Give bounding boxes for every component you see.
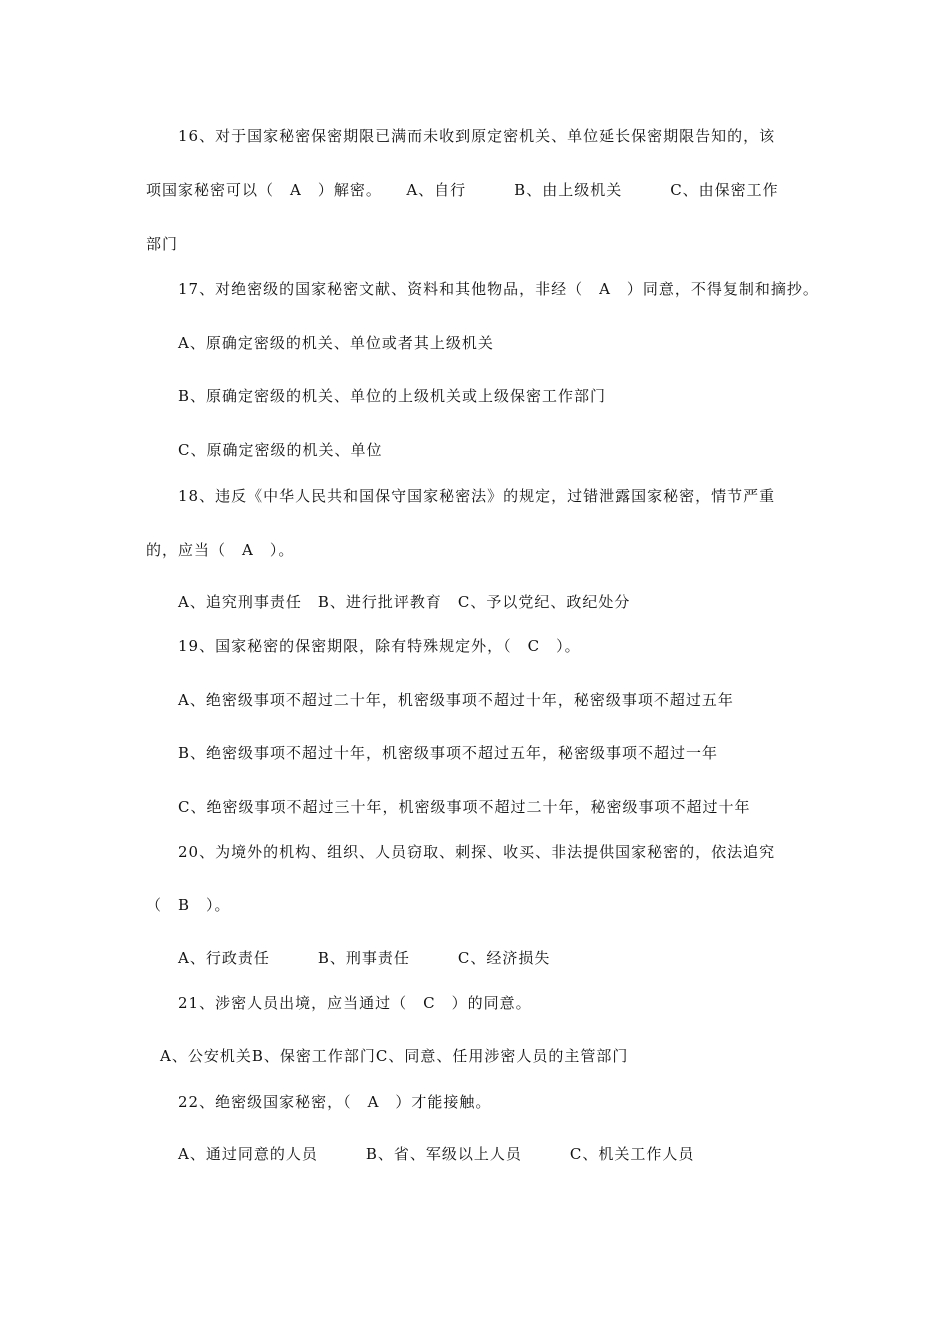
question-21: 21、涉密人员出境，应当通过（ C ）的同意。 xyxy=(178,994,532,1012)
question-20-line-1: 20、为境外的机构、组织、人员窃取、刺探、收买、非法提供国家秘密的，依法追究 xyxy=(178,843,776,861)
question-21-options: A、公安机关B、保密工作部门C、同意、任用涉密人员的主管部门 xyxy=(160,1047,629,1065)
question-20-line-2: （ B ）。 xyxy=(146,896,231,914)
question-17-option-b: B、原确定密级的机关、单位的上级机关或上级保密工作部门 xyxy=(178,387,607,405)
question-22: 22、绝密级国家秘密，（ A ）才能接触。 xyxy=(178,1093,492,1111)
question-22-options: A、通过同意的人员 B、省、军级以上人员 C、机关工作人员 xyxy=(178,1145,695,1163)
question-18-line-2: 的，应当（ A ）。 xyxy=(146,541,295,559)
question-18-options: A、追究刑事责任 B、进行批评教育 C、予以党纪、政纪处分 xyxy=(178,593,631,611)
question-17: 17、对绝密级的国家秘密文献、资料和其他物品，非经（ A ）同意，不得复制和摘抄。 xyxy=(178,280,819,298)
question-18-line-1: 18、违反《中华人民共和国保守国家秘密法》的规定，过错泄露国家秘密，情节严重 xyxy=(178,487,776,505)
question-16-line-1: 16、对于国家秘密保密期限已满而未收到原定密机关、单位延长保密期限告知的，该 xyxy=(178,127,776,145)
question-19: 19、国家秘密的保密期限，除有特殊规定外，（ C ）。 xyxy=(178,637,581,655)
question-19-option-a: A、绝密级事项不超过二十年，机密级事项不超过十年，秘密级事项不超过五年 xyxy=(178,691,734,709)
question-16-line-3: 部门 xyxy=(146,235,179,253)
question-20-options: A、行政责任 B、刑事责任 C、经济损失 xyxy=(178,949,551,967)
question-17-option-a: A、原确定密级的机关、单位或者其上级机关 xyxy=(178,334,494,352)
question-16-line-2: 项国家秘密可以（ A ）解密。 A、自行 B、由上级机关 C、由保密工作 xyxy=(146,181,779,199)
question-19-option-b: B、绝密级事项不超过十年，机密级事项不超过五年，秘密级事项不超过一年 xyxy=(178,744,719,762)
question-19-option-c: C、绝密级事项不超过三十年，机密级事项不超过二十年，秘密级事项不超过十年 xyxy=(178,798,751,816)
question-17-option-c: C、原确定密级的机关、单位 xyxy=(178,441,383,459)
